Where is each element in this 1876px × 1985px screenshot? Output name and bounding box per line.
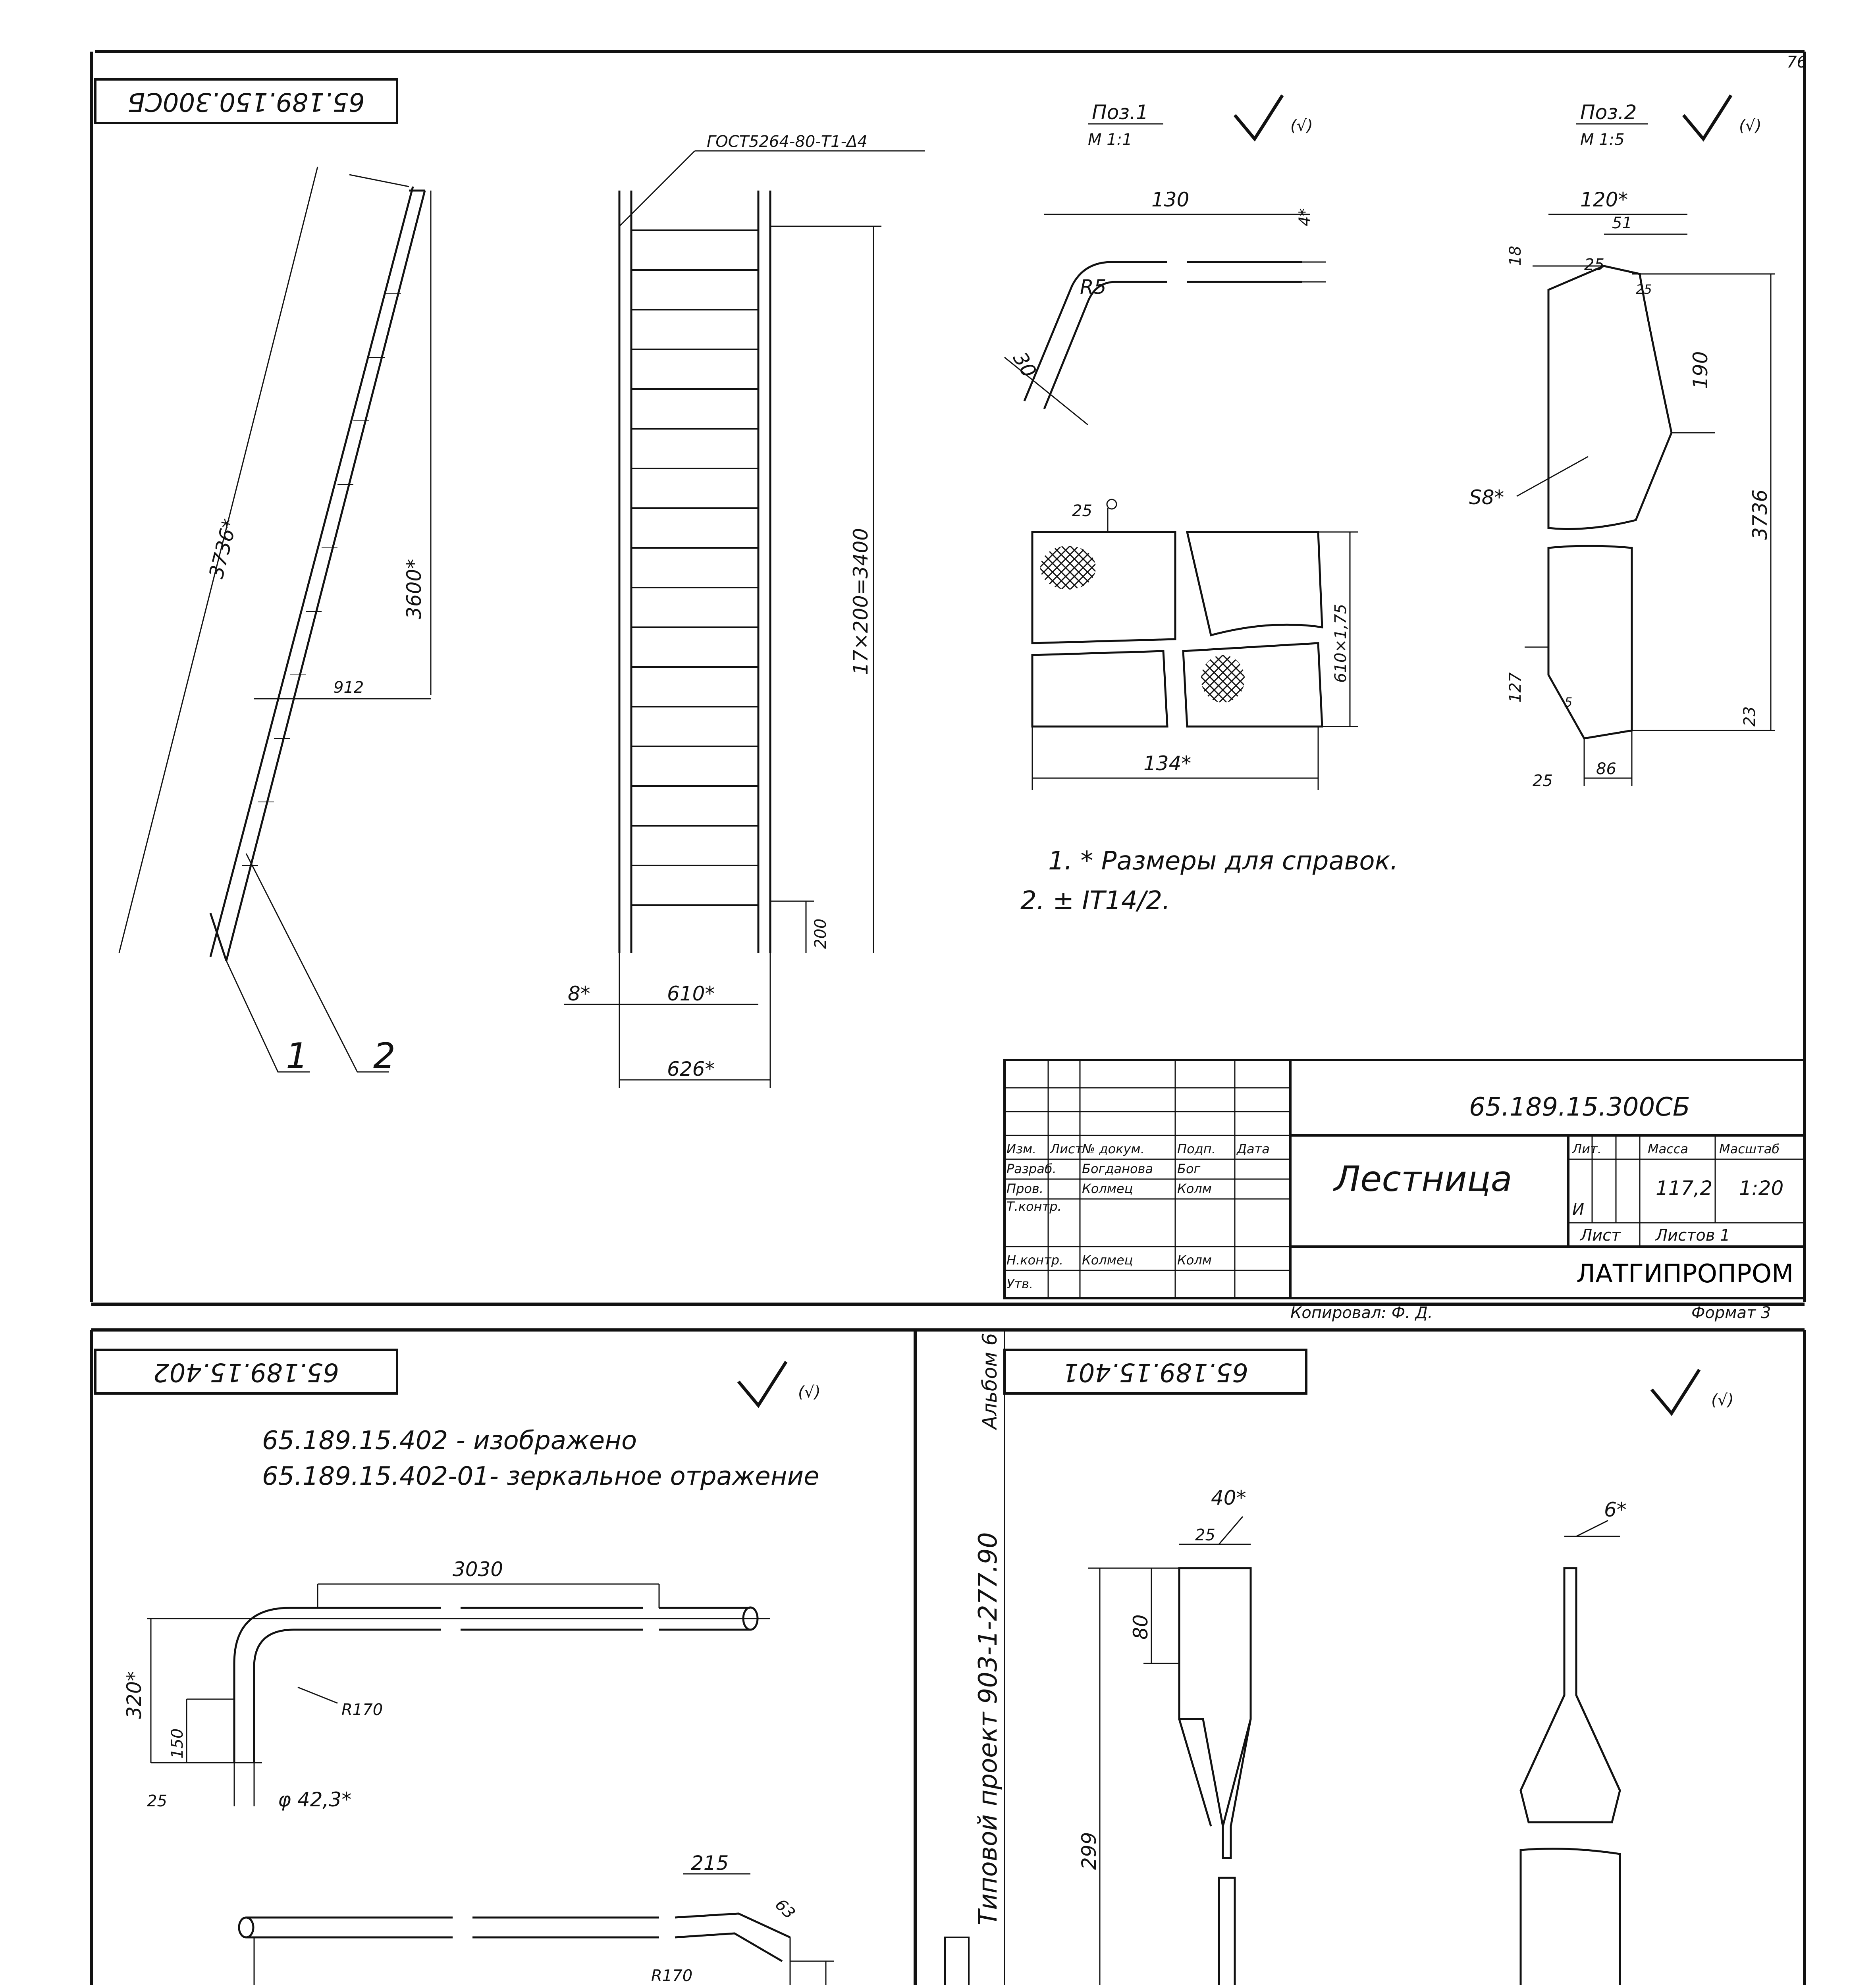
grid-dim-610: 610×1,75	[1332, 604, 1350, 683]
handrail-dim-25: 25	[147, 1792, 167, 1810]
handrail-dim-dia: φ 42,3*	[278, 1788, 352, 1811]
project-label: Типовой проект 903-1-277.90	[974, 1532, 1003, 1925]
top-notes	[1020, 846, 1398, 915]
post-side-view	[1469, 1521, 1668, 1985]
dim-3600: 3600*	[403, 559, 426, 619]
svg-text:Бог: Бог	[1177, 1161, 1201, 1176]
svg-text:2. ± IT14/2.: 2. ± IT14/2.	[1020, 886, 1170, 915]
pos1-header	[1088, 95, 1313, 149]
pos2-header	[1576, 95, 1762, 149]
pos2-dim-5: 5	[1564, 695, 1573, 710]
svg-text:Пров.: Пров.	[1006, 1181, 1043, 1196]
pos2-dim-120: 120*	[1580, 188, 1628, 211]
svg-text:Колмец: Колмец	[1082, 1181, 1133, 1196]
pos2-dim-18: 18	[1506, 246, 1525, 266]
top-title-block	[1005, 1060, 1805, 1322]
top-title-mass: 117,2	[1656, 1177, 1713, 1200]
svg-text:Богданова: Богданова	[1082, 1161, 1153, 1176]
svg-text:Утв.: Утв.	[1006, 1276, 1033, 1291]
leader-1: 1	[286, 1035, 308, 1076]
svg-text:Масштаб: Масштаб	[1719, 1141, 1780, 1156]
leader-2: 2	[373, 1035, 395, 1076]
svg-text:М 1:5: М 1:5	[1580, 131, 1625, 149]
handrail-dim-63: 63	[771, 1895, 799, 1923]
svg-text:Поз.2: Поз.2	[1580, 101, 1637, 124]
post-dim-80: 80	[1129, 1614, 1152, 1640]
handrail-dim-215: 215	[691, 1852, 729, 1875]
svg-text:1. * Размеры для справок.: 1. * Размеры для справок.	[1048, 846, 1398, 876]
handrail-dim-320: 320*	[123, 1671, 146, 1719]
handrail-front-view	[239, 1874, 834, 1985]
svg-text:Колмец: Колмец	[1082, 1253, 1133, 1268]
pos1-grid-plan	[1032, 499, 1358, 790]
top-title-code: 65.189.15.300СБ	[1469, 1093, 1690, 1122]
svg-text:65.189.15.402: 65.189.15.402	[153, 1357, 339, 1387]
pos2-dim-51: 51	[1612, 214, 1632, 232]
pos2-dim-25c: 25	[1533, 772, 1553, 790]
pos2-dim-127: 127	[1506, 672, 1525, 703]
svg-text:(√): (√)	[1711, 1391, 1734, 1409]
dim-8: 8*	[568, 982, 590, 1005]
pos2-dim-25a: 25	[1584, 256, 1604, 274]
sheet-number: 76	[1787, 53, 1807, 71]
svg-text:Листов 1: Листов 1	[1656, 1226, 1730, 1245]
pos1-dim-30: 30	[1008, 348, 1041, 382]
roughness-check-icon	[1683, 95, 1731, 139]
dim-610: 610*	[667, 982, 715, 1005]
pos2-dim-86: 86	[1596, 760, 1616, 778]
svg-text:Дата: Дата	[1237, 1141, 1270, 1156]
post-dim-40: 40*	[1211, 1486, 1246, 1509]
top-title-org: ЛАТГИПРОПРОМ	[1576, 1259, 1794, 1289]
roughness-check-icon	[738, 1362, 786, 1405]
svg-text:И: И	[1572, 1201, 1584, 1219]
pos2-dim-190: 190	[1689, 351, 1712, 389]
svg-text:(√): (√)	[798, 1383, 821, 1401]
svg-text:Н.контр.: Н.контр.	[1006, 1253, 1064, 1268]
dim-17x200: 17×200=3400	[849, 528, 872, 675]
svg-text:Масса: Масса	[1648, 1141, 1689, 1156]
svg-text:Колм: Колм	[1177, 1181, 1212, 1196]
post-front-view	[1088, 1517, 1251, 1985]
post-dim-6: 6*	[1604, 1498, 1627, 1521]
svg-text:Разраб.: Разраб.	[1006, 1161, 1057, 1176]
handrail-dim-r170a: R170	[341, 1701, 383, 1719]
ladder-side-view	[119, 167, 431, 1072]
side-stamp-column	[945, 1330, 1005, 1985]
svg-text:65.189.15.401: 65.189.15.401	[1062, 1357, 1249, 1387]
svg-text:Т.контр.: Т.контр.	[1006, 1199, 1062, 1214]
svg-text:Изм.: Изм.	[1006, 1141, 1037, 1156]
weld-symbol: ГОСТ5264-80-Т1-Δ4	[707, 133, 868, 151]
dim-3736: 3736*	[204, 516, 242, 581]
pos1-bent-bar	[1005, 214, 1326, 425]
top-title-scale: 1:20	[1739, 1177, 1784, 1200]
svg-text:(√): (√)	[1290, 117, 1313, 135]
handrail-dim-150: 150	[168, 1728, 187, 1759]
pos2-plate	[1517, 214, 1775, 786]
left-header-line-1: 65.189.15.402 - изображено	[262, 1426, 637, 1455]
grid-dim-25: 25	[1072, 502, 1092, 520]
top-mirror-code-box	[95, 79, 397, 123]
dim-912: 912	[334, 678, 364, 697]
svg-text:65.189.150.300СБ: 65.189.150.300СБ	[127, 87, 365, 116]
top-copied: Копировал: Ф. Д.	[1290, 1304, 1433, 1322]
pos2-dim-3736: 3736	[1749, 489, 1772, 540]
svg-text:Подп.: Подп.	[1177, 1141, 1216, 1156]
post-dim-299: 299	[1078, 1832, 1101, 1870]
handrail-dim-r170b: R170	[651, 1967, 693, 1985]
roughness-check-icon	[1235, 95, 1282, 139]
post-sheet	[945, 1330, 1805, 1985]
top-format: Формат 3	[1691, 1304, 1771, 1322]
ladder-sheet	[95, 79, 1805, 1322]
svg-text:(√): (√)	[1739, 117, 1762, 135]
pos2-dim-s8: S8*	[1469, 486, 1504, 509]
left-header-line-2: 65.189.15.402-01- зеркальное отражение	[262, 1462, 819, 1491]
svg-text:М 1:1: М 1:1	[1088, 131, 1132, 149]
handrail-top-view	[147, 1584, 770, 1806]
top-title-name: Лестница	[1334, 1158, 1512, 1199]
dim-200: 200	[812, 918, 830, 949]
svg-text:Лист: Лист	[1580, 1226, 1621, 1245]
pos2-dim-25b: 25	[1636, 282, 1652, 297]
svg-text:Лит.: Лит.	[1572, 1141, 1602, 1156]
right-mirror-code-box	[1005, 1350, 1306, 1393]
svg-text:Колм: Колм	[1177, 1253, 1212, 1268]
left-mirror-code-box	[95, 1350, 397, 1393]
pos1-dim-r5: R5	[1080, 276, 1107, 299]
handrail-sheet	[95, 1350, 893, 1985]
svg-text:№ докум.: № докум.	[1082, 1141, 1145, 1156]
album-label: Альбом 6	[978, 1333, 1001, 1429]
handrail-dim-3030: 3030	[453, 1558, 503, 1581]
svg-text:Поз.1: Поз.1	[1092, 101, 1149, 124]
grid-dim-134: 134*	[1143, 752, 1192, 775]
pos2-dim-23: 23	[1741, 706, 1759, 727]
roughness-check-icon	[1652, 1370, 1699, 1413]
dim-626: 626*	[667, 1058, 715, 1081]
pos1-dim-4: 4*	[1296, 208, 1314, 226]
post-dim-25: 25	[1195, 1526, 1215, 1544]
pos1-dim-130: 130	[1151, 188, 1190, 211]
svg-text:Лист: Лист	[1050, 1141, 1083, 1156]
